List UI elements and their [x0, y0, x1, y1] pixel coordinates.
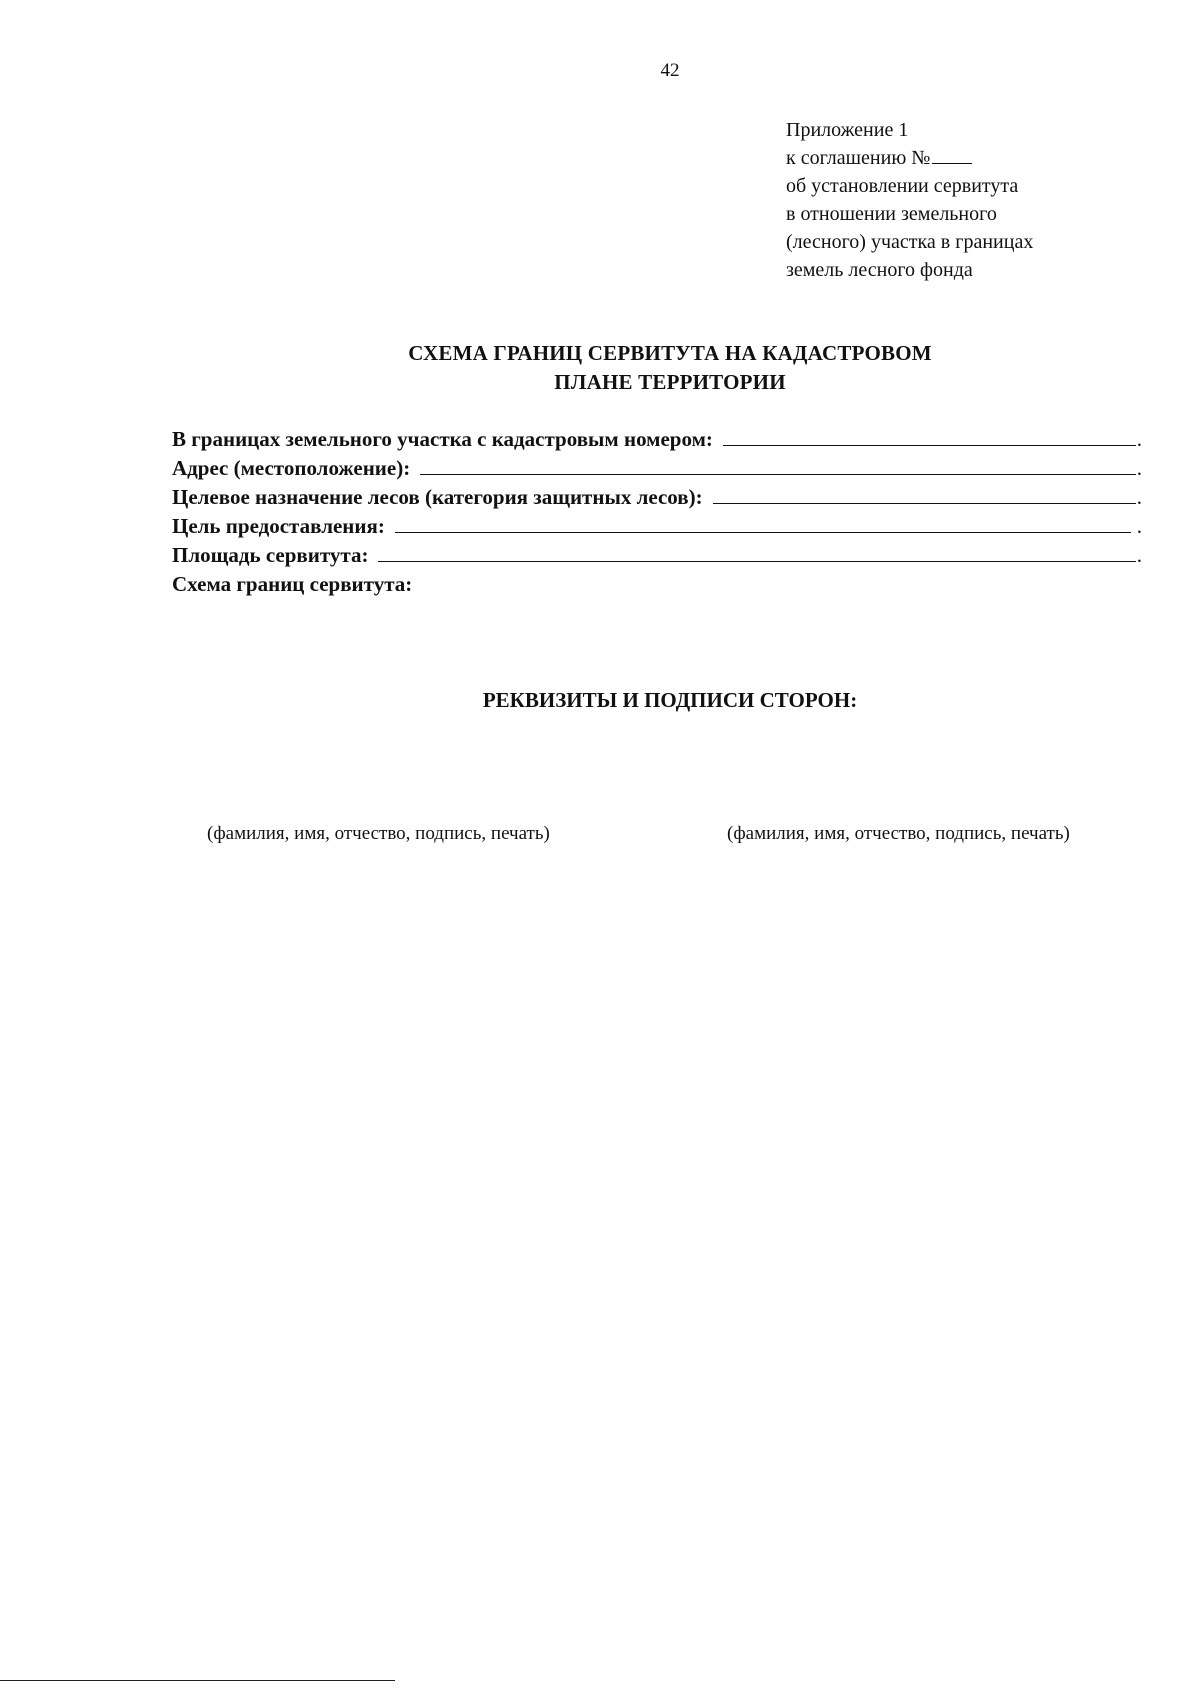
field-end: . — [1136, 514, 1142, 538]
document-title — [0, 339, 1200, 397]
field-label: Цель предоставления: — [172, 514, 385, 538]
field-label: Адрес (местоположение): — [172, 456, 411, 480]
appendix-line: в отношении земельного — [786, 203, 997, 225]
cadastral-number-blank[interactable] — [723, 429, 1136, 446]
appendix-line: (лесного) участка в границах — [786, 231, 1034, 253]
field-end: . — [1136, 485, 1142, 509]
field-forest-purpose — [172, 485, 1142, 514]
agreement-number-blank[interactable] — [932, 145, 972, 164]
appendix-line: к соглашению № — [786, 147, 931, 169]
field-address — [172, 456, 1142, 485]
title-line: ПЛАНЕ ТЕРРИТОРИИ — [554, 370, 786, 394]
field-end: . — [1136, 427, 1142, 451]
field-label: Целевое назначение лесов (категория защитных лесов): — [172, 485, 703, 509]
signature-caption-left: (фамилия, имя, отчество, подпись, печать) — [207, 823, 550, 844]
field-purpose — [172, 514, 1142, 543]
page-number: 42 — [660, 60, 680, 81]
field-label: В границах земельного участка с кадастровым номером: — [172, 427, 713, 451]
address-blank[interactable] — [420, 458, 1136, 475]
footer-rule — [0, 1680, 395, 1681]
field-cadastral-number — [172, 427, 1142, 456]
signature-caption-right: (фамилия, имя, отчество, подпись, печать) — [727, 823, 1070, 844]
requisites-title: РЕКВИЗИТЫ И ПОДПИСИ СТОРОН: — [482, 688, 858, 712]
purpose-blank[interactable] — [395, 516, 1131, 533]
appendix-agreement-line — [786, 144, 1033, 172]
field-label: Схема границ сервитута: — [172, 572, 413, 596]
field-area — [172, 543, 1142, 572]
field-label: Площадь сервитута: — [172, 543, 369, 567]
field-end: . — [1136, 543, 1142, 567]
forest-purpose-blank[interactable] — [713, 487, 1136, 504]
appendix-line: земель лесного фонда — [786, 259, 973, 281]
field-boundary-scheme — [172, 572, 1142, 601]
title-line: СХЕМА ГРАНИЦ СЕРВИТУТА НА КАДАСТРОВОМ — [408, 341, 932, 365]
field-end: . — [1136, 456, 1142, 480]
appendix-line: Приложение 1 — [786, 119, 909, 141]
appendix-block — [786, 116, 1033, 284]
servitude-fields — [172, 427, 1142, 601]
area-blank[interactable] — [378, 545, 1135, 562]
appendix-line: об установлении сервитута — [786, 175, 1019, 197]
